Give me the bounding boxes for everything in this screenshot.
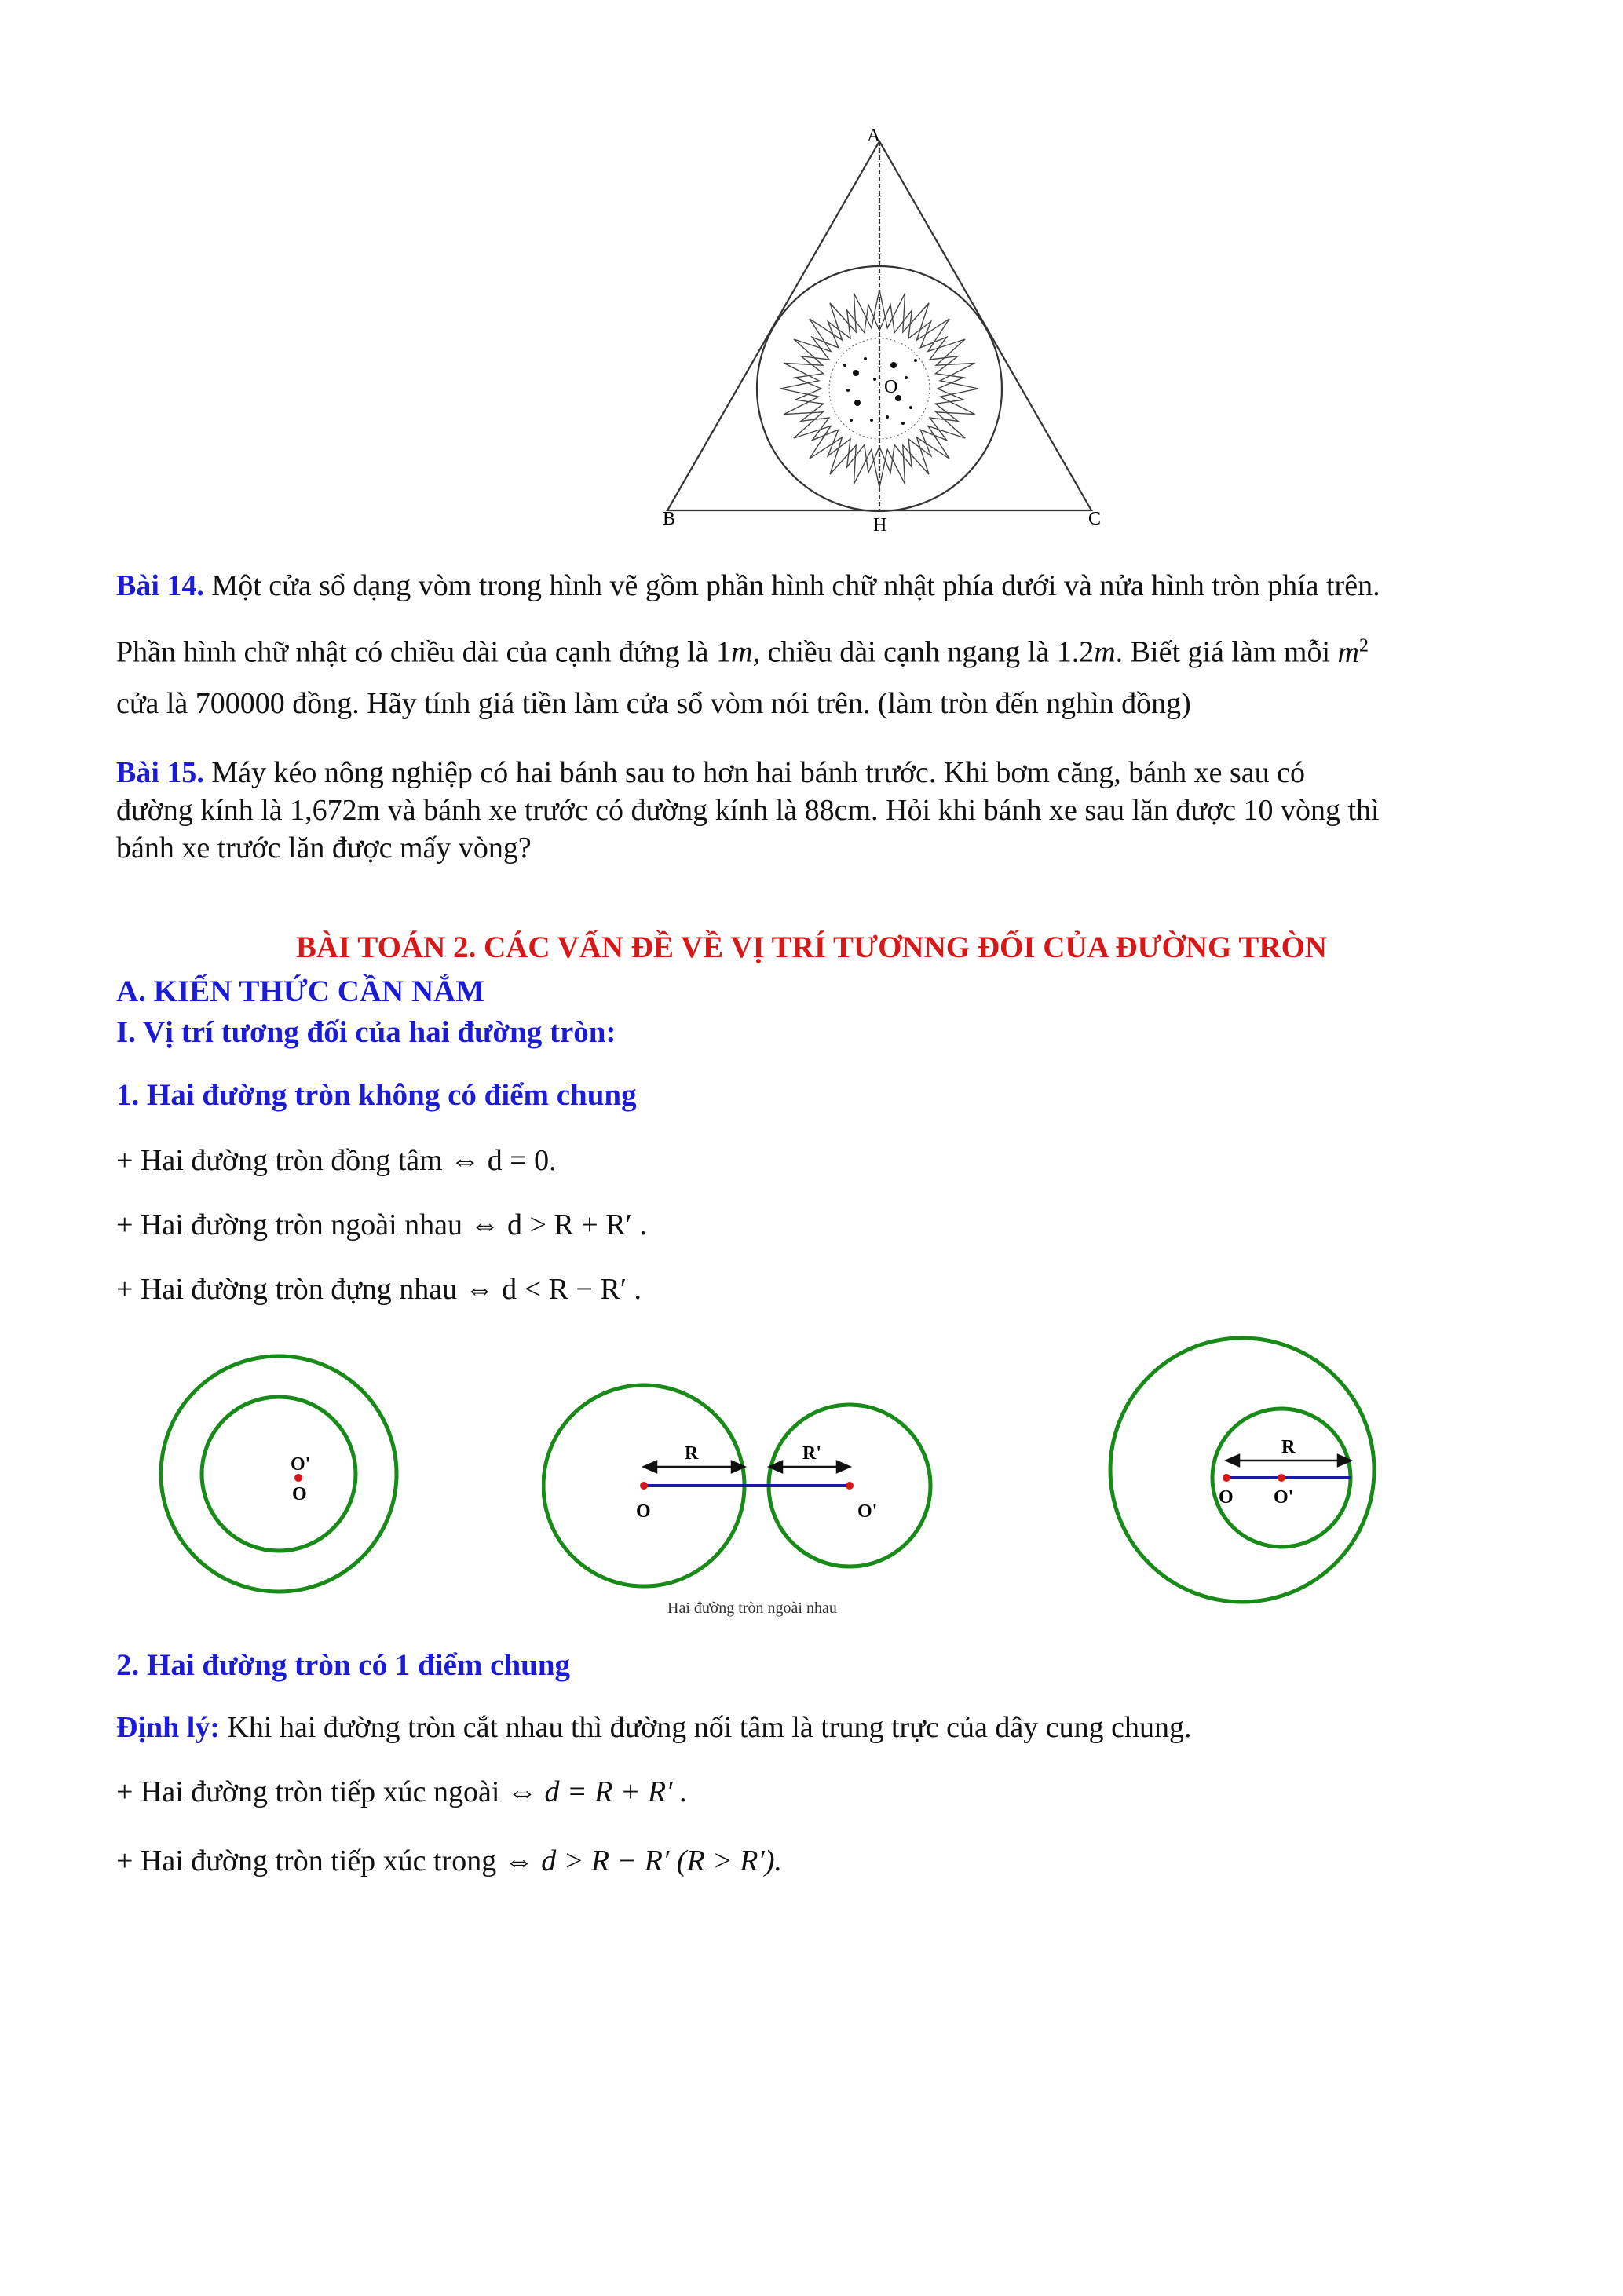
item5-text: + Hai đường tròn tiếp xúc trong xyxy=(116,1844,497,1877)
item2-external xyxy=(116,1201,647,1249)
dot xyxy=(886,415,889,419)
item3-formula: ⇔ d < R − R′ . xyxy=(464,1273,642,1306)
label-a: A xyxy=(867,126,881,146)
heading-a: A. KIẾN THỨC CẦN NẮM xyxy=(116,974,485,1008)
bai15-label: Bài 15. xyxy=(116,756,204,789)
label-o: O xyxy=(1219,1487,1234,1508)
center-o-prime xyxy=(1278,1474,1285,1482)
dot xyxy=(905,376,908,379)
item4-formula: ⇔ d = R + R′ . xyxy=(506,1775,688,1808)
bai14-text2a: Phần hình chữ nhật có chiều dài của cạnh đứng là xyxy=(116,635,709,669)
bai14-line3 xyxy=(116,680,1191,727)
bai14-text2c: . Biết giá làm mỗi xyxy=(1115,635,1331,669)
item1-text: + Hai đường tròn đồng tâm xyxy=(116,1144,443,1177)
bai14-label: Bài 14. xyxy=(116,569,204,602)
item3-text: + Hai đường tròn đựng nhau xyxy=(116,1273,458,1306)
label-o: O xyxy=(636,1501,651,1522)
bai14-val1: 1m xyxy=(716,635,753,669)
bai14-unit: $m^2$ xyxy=(1337,635,1369,669)
theorem-label: Định lý: xyxy=(116,1711,220,1744)
dot xyxy=(843,364,846,367)
bai15-line2: đường kính là 1,672m và bánh xe trước có đường kính là 88cm. Hỏi khi bánh xe sau lăn được 10 vòng thì xyxy=(116,794,1380,827)
bai14-val2: 1.2m xyxy=(1056,635,1116,669)
label-o: O xyxy=(884,377,898,397)
label-c: C xyxy=(1088,509,1102,529)
center-o-prime xyxy=(846,1482,854,1490)
label-o-prime: O' xyxy=(1274,1487,1294,1508)
dot xyxy=(853,370,859,376)
item1-concentric xyxy=(116,1137,557,1184)
dot xyxy=(914,359,917,362)
dot xyxy=(854,400,861,406)
outer-circle xyxy=(1110,1338,1374,1602)
section-title: BÀI TOÁN 2. CÁC VẤN ĐỀ VỀ VỊ TRÍ TƯƠNNG ĐỐI CỦA ĐƯỜNG TRÒN xyxy=(295,930,1328,964)
dot xyxy=(846,389,850,392)
item5-formula: ⇔ d > R − R′ (R > R′). xyxy=(503,1844,782,1877)
dot xyxy=(901,422,905,425)
theorem-text: Khi hai đường tròn cắt nhau thì đường nối tâm là trung trực của dây cung chung. xyxy=(227,1711,1192,1744)
bai15-line3: bánh xe trước lăn được mấy vòng? xyxy=(116,832,532,865)
item4-external-tangent xyxy=(116,1768,688,1815)
figure-contained xyxy=(1107,1335,1382,1606)
label-h: H xyxy=(873,515,887,536)
dot xyxy=(870,419,873,422)
item4-text: + Hai đường tròn tiếp xúc ngoài xyxy=(116,1775,500,1808)
label-o: O xyxy=(292,1484,307,1504)
theorem-line xyxy=(116,1704,1191,1751)
item5-internal-tangent xyxy=(116,1837,782,1885)
label-o-prime: O' xyxy=(291,1454,311,1475)
dot xyxy=(890,362,897,368)
triangle-incircle-figure xyxy=(644,118,1115,542)
figure-concentric xyxy=(157,1352,400,1596)
center-point xyxy=(294,1474,302,1482)
bai14-line2 xyxy=(116,622,1369,676)
figure-caption: Hai đường tròn ngoài nhau xyxy=(667,1600,837,1617)
dot xyxy=(864,357,867,360)
bai14-price: 700000 xyxy=(195,687,285,720)
bai15-text1: Máy kéo nông nghiệp có hai bánh sau to hơn hai bánh trước. Khi bơm căng, bánh xe sau có xyxy=(211,756,1306,789)
center-o xyxy=(1223,1474,1230,1482)
label-r: R xyxy=(685,1443,699,1464)
bai14-text3b: đồng. Hãy tính giá tiền làm cửa sổ vòm nói trên. (làm tròn đến nghìn đồng) xyxy=(292,687,1191,720)
dot xyxy=(909,406,912,409)
sub-heading-1: 1. Hai đường tròn không có điểm chung xyxy=(116,1078,637,1112)
label-r: R xyxy=(1281,1437,1296,1457)
item1-formula: ⇔ d = 0. xyxy=(450,1144,557,1177)
inner-circle xyxy=(202,1397,356,1551)
bai15-line1 xyxy=(116,754,1305,792)
bai14-line1 xyxy=(116,562,1380,609)
center-o xyxy=(640,1482,648,1490)
label-r-prime: R' xyxy=(802,1443,821,1464)
item2-text: + Hai đường tròn ngoài nhau xyxy=(116,1208,462,1241)
bai14-text3a: cửa là xyxy=(116,687,188,720)
label-o-prime: O' xyxy=(857,1501,878,1522)
heading-i: I. Vị trí tương đối của hai đường tròn: xyxy=(116,1015,616,1049)
item3-contained xyxy=(116,1266,642,1313)
label-b: B xyxy=(663,509,676,529)
dot xyxy=(850,419,853,422)
item2-formula: ⇔ d > R + R′ . xyxy=(470,1208,647,1241)
figure-external xyxy=(542,1382,958,1618)
sub-heading-2: 2. Hai đường tròn có 1 điểm chung xyxy=(116,1648,571,1682)
outer-circle xyxy=(161,1356,397,1592)
bai14-text1: Một cửa sổ dạng vòm trong hình vẽ gồm phần hình chữ nhật phía dưới và nửa hình tròn phía trên. xyxy=(211,569,1380,602)
bai14-text2b: , chiều dài cạnh ngang là xyxy=(752,635,1050,669)
dot xyxy=(873,378,876,381)
